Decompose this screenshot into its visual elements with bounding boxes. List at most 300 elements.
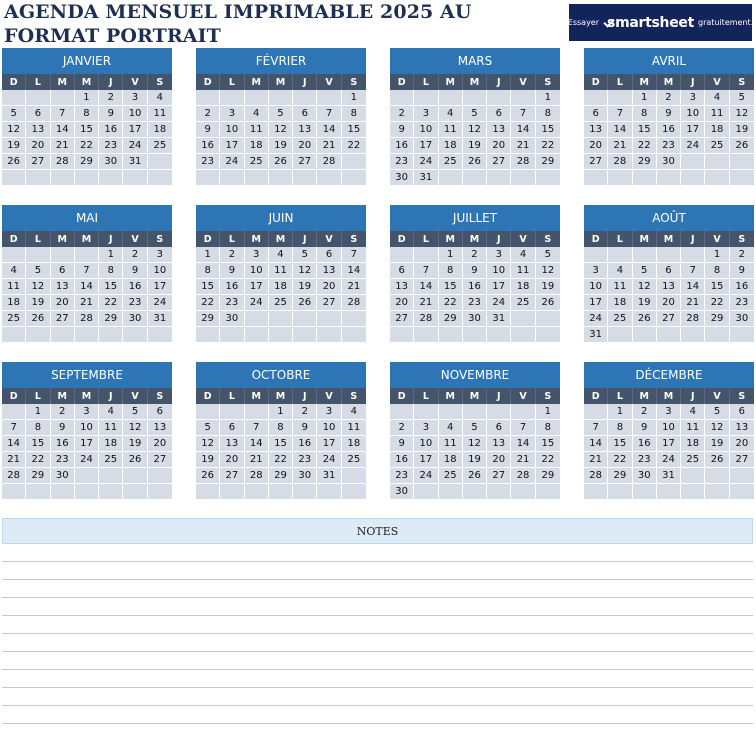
day-cell: 19 — [196, 452, 220, 468]
day-cell: 11 — [99, 420, 123, 436]
day-cell: 9 — [390, 436, 414, 452]
day-cell: 16 — [633, 436, 657, 452]
day-cell: 15 — [608, 436, 632, 452]
day-cell: 1 — [269, 404, 293, 420]
day-cell: 19 — [705, 436, 729, 452]
day-cell — [26, 90, 50, 106]
day-cell: 17 — [123, 122, 147, 138]
day-cell: 15 — [705, 279, 729, 295]
note-line[interactable] — [2, 562, 753, 580]
day-cell: 29 — [99, 311, 123, 327]
day-cell — [293, 484, 317, 500]
day-cell — [463, 404, 487, 420]
month-name: AVRIL — [584, 48, 754, 74]
day-cell — [99, 484, 123, 500]
weekday-label: M — [463, 388, 487, 404]
day-cell: 14 — [511, 122, 535, 138]
day-cell — [536, 311, 560, 327]
day-cell: 31 — [487, 311, 511, 327]
day-cell: 21 — [51, 138, 75, 154]
day-cell — [196, 327, 220, 343]
day-cell: 27 — [730, 452, 754, 468]
day-cell — [245, 311, 269, 327]
day-cell: 27 — [317, 295, 341, 311]
day-cell: 29 — [75, 154, 99, 170]
day-cell — [439, 404, 463, 420]
day-cell: 21 — [511, 138, 535, 154]
day-cell: 29 — [705, 311, 729, 327]
day-cell — [487, 90, 511, 106]
day-cell: 22 — [26, 452, 50, 468]
day-cell: 24 — [123, 138, 147, 154]
day-cell: 6 — [26, 106, 50, 122]
day-cell: 17 — [245, 279, 269, 295]
day-cell: 2 — [99, 90, 123, 106]
day-cell: 9 — [293, 420, 317, 436]
day-cell: 20 — [487, 138, 511, 154]
weekday-label: D — [196, 388, 220, 404]
day-cell — [51, 90, 75, 106]
day-grid — [196, 247, 366, 343]
day-cell: 29 — [536, 468, 560, 484]
weekday-label: D — [390, 388, 414, 404]
day-cell — [220, 90, 244, 106]
weekday-label: V — [317, 231, 341, 247]
day-cell: 7 — [511, 420, 535, 436]
day-cell — [511, 404, 535, 420]
day-cell: 10 — [245, 263, 269, 279]
day-cell: 10 — [487, 263, 511, 279]
day-cell — [123, 327, 147, 343]
month-calendar — [584, 205, 754, 343]
note-line[interactable] — [2, 706, 753, 724]
day-cell: 7 — [681, 263, 705, 279]
day-cell: 19 — [463, 138, 487, 154]
weekday-label: M — [51, 388, 75, 404]
day-cell: 9 — [657, 106, 681, 122]
weekday-label: J — [681, 74, 705, 90]
day-cell — [705, 170, 729, 186]
day-cell: 4 — [511, 247, 535, 263]
day-cell — [148, 170, 172, 186]
day-cell: 30 — [390, 484, 414, 500]
day-cell: 13 — [148, 420, 172, 436]
month-calendar — [390, 362, 560, 500]
month-calendar — [196, 205, 366, 343]
day-cell: 5 — [536, 247, 560, 263]
day-cell: 5 — [123, 404, 147, 420]
day-cell: 26 — [633, 311, 657, 327]
day-cell — [608, 170, 632, 186]
day-cell: 8 — [633, 106, 657, 122]
weekday-label: S — [544, 233, 552, 245]
day-cell: 18 — [269, 279, 293, 295]
day-cell: 21 — [608, 138, 632, 154]
day-cell: 20 — [293, 138, 317, 154]
day-cell: 24 — [75, 452, 99, 468]
day-cell: 1 — [342, 90, 366, 106]
weekday-label: V — [317, 74, 341, 90]
day-cell: 19 — [123, 436, 147, 452]
day-cell: 24 — [245, 295, 269, 311]
day-cell: 25 — [705, 138, 729, 154]
weekday-header — [584, 388, 754, 404]
day-cell — [705, 468, 729, 484]
day-cell: 16 — [51, 436, 75, 452]
day-cell: 6 — [487, 420, 511, 436]
day-cell — [584, 404, 608, 420]
day-cell: 15 — [439, 279, 463, 295]
day-cell: 24 — [681, 138, 705, 154]
day-cell: 22 — [342, 138, 366, 154]
day-cell: 11 — [681, 420, 705, 436]
smartsheet-trial-banner[interactable] — [569, 4, 752, 41]
weekday-header — [196, 231, 366, 247]
day-cell — [342, 170, 366, 186]
day-cell: 26 — [293, 295, 317, 311]
month-calendar — [2, 48, 172, 186]
day-cell: 26 — [196, 468, 220, 484]
day-cell: 9 — [633, 420, 657, 436]
day-cell: 27 — [390, 311, 414, 327]
day-cell: 14 — [2, 436, 26, 452]
day-cell — [705, 154, 729, 170]
day-cell: 13 — [584, 122, 608, 138]
weekday-label: M — [439, 388, 463, 404]
day-cell: 23 — [196, 154, 220, 170]
day-cell — [317, 90, 341, 106]
day-cell — [657, 247, 681, 263]
day-cell: 28 — [75, 311, 99, 327]
day-cell: 10 — [584, 279, 608, 295]
weekday-label: V — [705, 231, 729, 247]
day-cell: 17 — [487, 279, 511, 295]
weekday-label: M — [245, 231, 269, 247]
day-cell: 2 — [390, 420, 414, 436]
day-cell: 3 — [681, 90, 705, 106]
day-cell: 20 — [487, 452, 511, 468]
weekday-label: L — [220, 74, 244, 90]
day-cell: 22 — [536, 138, 560, 154]
day-cell: 11 — [269, 263, 293, 279]
note-line[interactable] — [2, 634, 753, 652]
day-cell — [511, 311, 535, 327]
day-cell: 15 — [536, 122, 560, 138]
day-cell: 29 — [608, 468, 632, 484]
day-cell: 19 — [536, 279, 560, 295]
day-cell — [123, 468, 147, 484]
day-cell: 10 — [414, 122, 438, 138]
day-cell: 19 — [730, 122, 754, 138]
day-cell: 22 — [633, 138, 657, 154]
day-cell: 16 — [123, 279, 147, 295]
weekday-label: M — [269, 231, 293, 247]
day-cell: 27 — [26, 154, 50, 170]
day-cell: 5 — [26, 263, 50, 279]
day-cell: 22 — [439, 295, 463, 311]
day-cell: 22 — [99, 295, 123, 311]
day-cell: 8 — [99, 263, 123, 279]
day-cell: 24 — [317, 452, 341, 468]
day-cell: 17 — [681, 122, 705, 138]
day-cell: 3 — [487, 247, 511, 263]
weekday-label: M — [463, 74, 487, 90]
day-grid — [390, 404, 560, 500]
day-cell: 21 — [414, 295, 438, 311]
day-cell: 21 — [681, 295, 705, 311]
day-cell: 1 — [439, 247, 463, 263]
day-cell: 3 — [123, 90, 147, 106]
day-cell: 10 — [317, 420, 341, 436]
day-cell: 2 — [390, 106, 414, 122]
day-cell: 5 — [633, 263, 657, 279]
day-cell — [220, 170, 244, 186]
day-cell: 31 — [148, 311, 172, 327]
month-name: MARS — [390, 48, 560, 74]
month-name: JANVIER — [2, 48, 172, 74]
day-cell — [584, 247, 608, 263]
day-cell: 16 — [730, 279, 754, 295]
day-cell — [705, 327, 729, 343]
day-cell — [730, 484, 754, 500]
day-cell: 24 — [148, 295, 172, 311]
day-cell: 27 — [487, 154, 511, 170]
day-cell: 23 — [220, 295, 244, 311]
day-cell: 7 — [317, 106, 341, 122]
day-cell — [75, 170, 99, 186]
day-cell: 2 — [51, 404, 75, 420]
day-cell — [26, 247, 50, 263]
month-calendar — [196, 48, 366, 186]
weekday-label: L — [26, 388, 50, 404]
day-cell: 16 — [657, 122, 681, 138]
day-cell — [2, 90, 26, 106]
day-cell: 27 — [584, 154, 608, 170]
month-name: JUIN — [196, 205, 366, 231]
day-cell: 23 — [390, 154, 414, 170]
day-cell: 30 — [293, 468, 317, 484]
day-cell: 23 — [390, 468, 414, 484]
day-cell: 23 — [123, 295, 147, 311]
day-grid — [584, 247, 754, 343]
weekday-label: L — [414, 74, 438, 90]
day-cell: 3 — [220, 106, 244, 122]
month-calendar — [390, 48, 560, 186]
day-cell — [657, 484, 681, 500]
day-cell — [730, 468, 754, 484]
weekday-label: M — [657, 231, 681, 247]
day-cell — [536, 170, 560, 186]
day-cell — [439, 327, 463, 343]
day-cell: 9 — [196, 122, 220, 138]
day-cell — [439, 170, 463, 186]
day-cell: 28 — [2, 468, 26, 484]
day-cell — [196, 170, 220, 186]
day-cell: 8 — [536, 420, 560, 436]
day-cell: 10 — [681, 106, 705, 122]
day-cell: 13 — [487, 122, 511, 138]
day-cell: 11 — [148, 106, 172, 122]
weekday-label: V — [123, 388, 147, 404]
weekday-label: D — [2, 388, 26, 404]
day-cell — [269, 311, 293, 327]
day-cell: 31 — [414, 170, 438, 186]
day-cell: 19 — [463, 452, 487, 468]
day-cell — [511, 90, 535, 106]
weekday-label: L — [414, 388, 438, 404]
day-cell: 2 — [657, 90, 681, 106]
weekday-label: M — [269, 74, 293, 90]
day-cell: 27 — [148, 452, 172, 468]
day-cell: 10 — [657, 420, 681, 436]
weekday-label: L — [26, 231, 50, 247]
day-cell: 4 — [245, 106, 269, 122]
day-cell: 14 — [608, 122, 632, 138]
day-cell: 16 — [99, 122, 123, 138]
day-cell: 9 — [51, 420, 75, 436]
notes-lines — [2, 544, 753, 724]
day-cell: 5 — [2, 106, 26, 122]
day-cell: 20 — [657, 295, 681, 311]
day-cell — [487, 484, 511, 500]
day-cell: 11 — [511, 263, 535, 279]
day-cell: 23 — [657, 138, 681, 154]
day-cell — [463, 170, 487, 186]
day-cell: 21 — [2, 452, 26, 468]
day-cell — [463, 327, 487, 343]
weekday-label: J — [681, 231, 705, 247]
day-cell — [2, 247, 26, 263]
weekday-label: S — [738, 390, 746, 402]
weekday-label: M — [245, 388, 269, 404]
day-cell: 24 — [414, 154, 438, 170]
day-cell: 20 — [51, 295, 75, 311]
notes-header: NOTES — [2, 518, 753, 544]
day-cell: 5 — [463, 420, 487, 436]
day-cell — [730, 327, 754, 343]
weekday-label: L — [414, 231, 438, 247]
day-cell: 26 — [123, 452, 147, 468]
day-cell: 10 — [123, 106, 147, 122]
note-line[interactable] — [2, 580, 753, 598]
note-line[interactable] — [2, 616, 753, 634]
day-cell: 23 — [463, 295, 487, 311]
note-line[interactable] — [2, 598, 753, 616]
day-cell: 12 — [196, 436, 220, 452]
day-cell — [390, 247, 414, 263]
day-cell: 28 — [51, 154, 75, 170]
weekday-label: M — [75, 231, 99, 247]
day-cell: 20 — [148, 436, 172, 452]
day-cell — [148, 154, 172, 170]
day-cell — [26, 327, 50, 343]
day-cell — [536, 327, 560, 343]
day-cell: 15 — [342, 122, 366, 138]
day-cell: 20 — [220, 452, 244, 468]
day-cell: 2 — [730, 247, 754, 263]
day-cell: 25 — [99, 452, 123, 468]
day-cell: 25 — [681, 452, 705, 468]
day-cell: 11 — [439, 122, 463, 138]
day-cell: 2 — [196, 106, 220, 122]
day-cell: 6 — [487, 106, 511, 122]
day-cell: 4 — [342, 404, 366, 420]
day-cell: 13 — [317, 263, 341, 279]
day-cell: 5 — [705, 404, 729, 420]
weekday-label: M — [75, 74, 99, 90]
day-cell — [220, 484, 244, 500]
day-cell: 17 — [220, 138, 244, 154]
day-cell — [414, 484, 438, 500]
day-cell: 15 — [536, 436, 560, 452]
weekday-label: D — [390, 74, 414, 90]
day-cell: 21 — [317, 138, 341, 154]
day-cell: 24 — [584, 311, 608, 327]
day-cell: 1 — [608, 404, 632, 420]
day-cell: 25 — [439, 468, 463, 484]
day-cell: 25 — [2, 311, 26, 327]
month-calendar — [2, 205, 172, 343]
day-cell — [196, 484, 220, 500]
day-cell: 24 — [487, 295, 511, 311]
day-cell: 2 — [633, 404, 657, 420]
month-calendar — [584, 362, 754, 500]
day-cell: 17 — [317, 436, 341, 452]
weekday-header — [196, 388, 366, 404]
day-cell — [245, 327, 269, 343]
day-cell: 3 — [584, 263, 608, 279]
day-cell — [245, 170, 269, 186]
day-cell: 10 — [220, 122, 244, 138]
day-cell: 30 — [633, 468, 657, 484]
day-cell: 29 — [633, 154, 657, 170]
day-cell: 5 — [730, 90, 754, 106]
day-cell: 3 — [657, 404, 681, 420]
day-cell: 29 — [536, 154, 560, 170]
weekday-label: S — [738, 233, 746, 245]
day-cell — [220, 404, 244, 420]
day-cell — [99, 327, 123, 343]
day-cell: 9 — [220, 263, 244, 279]
day-cell: 14 — [51, 122, 75, 138]
day-cell: 15 — [26, 436, 50, 452]
day-cell: 7 — [608, 106, 632, 122]
note-line[interactable] — [2, 688, 753, 706]
day-cell — [99, 468, 123, 484]
weekday-label: J — [99, 231, 123, 247]
weekday-label: L — [608, 74, 632, 90]
day-cell — [293, 170, 317, 186]
weekday-label: M — [633, 231, 657, 247]
day-cell — [99, 170, 123, 186]
month-name: AOÛT — [584, 205, 754, 231]
note-line[interactable] — [2, 670, 753, 688]
day-cell — [75, 247, 99, 263]
note-line[interactable] — [2, 544, 753, 562]
day-cell: 2 — [123, 247, 147, 263]
day-cell: 28 — [342, 295, 366, 311]
day-cell — [317, 311, 341, 327]
day-cell: 8 — [705, 263, 729, 279]
note-line[interactable] — [2, 652, 753, 670]
day-cell: 18 — [99, 436, 123, 452]
weekday-label: J — [99, 74, 123, 90]
day-cell: 27 — [51, 311, 75, 327]
day-cell: 6 — [584, 106, 608, 122]
day-cell: 6 — [317, 247, 341, 263]
day-cell: 16 — [390, 452, 414, 468]
day-cell: 13 — [657, 279, 681, 295]
